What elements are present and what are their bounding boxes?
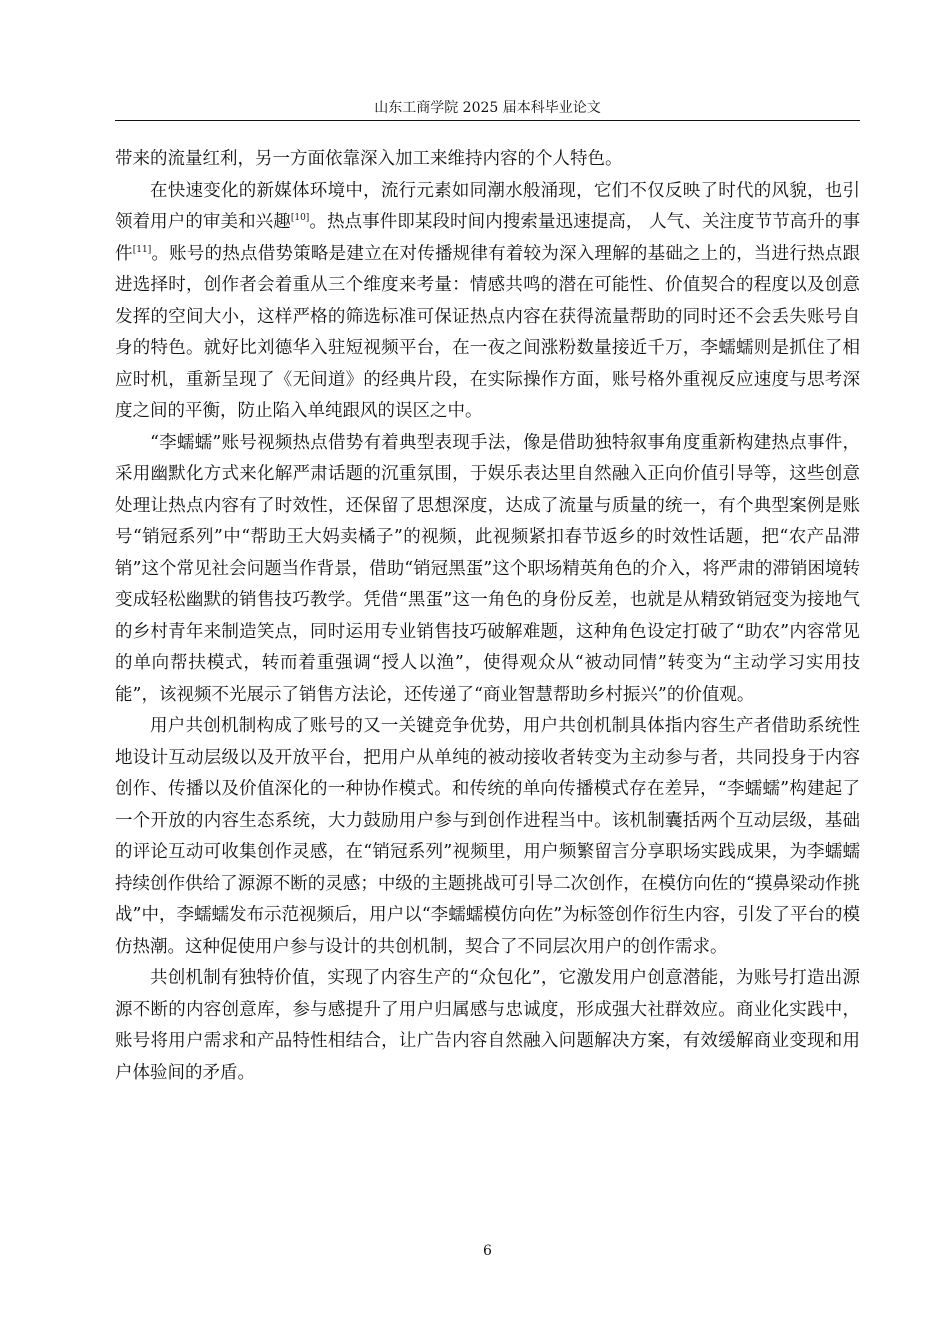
paragraph-hotspot-strategy <box>115 176 860 428</box>
running-header: 山东工商学院 2025 届本科毕业论文 <box>374 100 601 116</box>
paragraph-text: 在快速变化的新媒体环境中，流行元素如同潮水般涌现，它们不仅反映了时代的风貌，也引领着用户的审美和兴趣 <box>115 180 860 232</box>
paragraph-cocreation-mechanism: 用户共创机制构成了账号的又一关键竞争优势，用户共创机制具体指内容生产者借助系统性地设计互动层级以及开放平台，把用户从单纯的被动接收者转变为主动参与者，共同投身于内容创作、传播以及价值深化的一种协作模式。和传统的单向传播模式存在差异，“李蠕蠕”构建起了一个开放的内容生态系统，大力鼓励用户参与到创作进程当中。该机制囊括两个互动层级，基础的评论互动可收集创作灵感，在“销冠系列”视频里，用户频繁留言分享职场实践成果，为李蠕蠕持续创作供给了源源不断的灵感；中级的主题挑战可引导二次创作，在模仿向佐的“摸鼻梁动作挑战”中，李蠕蠕发布示范视频后，用户以“李蠕蠕模仿向佐”为标签创作衍生内容，引发了平台的模仿热潮。这种促使用户参与设计的共创机制，契合了不同层次用户的创作需求。 <box>115 716 860 957</box>
page-number: 6 <box>483 1243 492 1259</box>
paragraph-continuation: 带来的流量红利，另一方面依靠深入加工来维持内容的个人特色。 <box>115 149 623 169</box>
paragraph-cocreation-value: 共创机制有独特价值，实现了内容生产的“众包化”，它激发用户创意潜能，为账号打造出源源不断的内容创意库，参与感提升了用户归属感与忠诚度，形成强大社群效应。商业化实践中，账号将用户需求和产品特性相结合，让广告内容自然融入问题解决方案，有效缓解商业变现和用户体验间的矛盾。 <box>115 968 860 1083</box>
paragraph-hotspot-case: “李蠕蠕”账号视频热点借势有着典型表现手法，像是借助独特叙事角度重新构建热点事件，采用幽默化方式来化解严肃话题的沉重氛围，于娱乐表达里自然融入正向价值引导等，这些创意处理让热点内容有了时效性，还保留了思想深度，达成了流量与质量的统一，有个典型案例是账号“销冠系列”中“帮助王大妈卖橘子”的视频，此视频紧扣春节返乡的时效性话题，把“农产品滞销”这个常见社会问题当作背景，借助“销冠黑蛋”这个职场精英角色的介入，将严肃的滞销困境转变成轻松幽默的销售技巧教学。凭借“黑蛋”这一角色的身份反差，也就是从精致销冠变为接地气的乡村青年来制造笑点，同时运用专业销售技巧破解难题，这种角色设定打破了“助农”内容常见的单向帮扶模式，转而着重强调“授人以渔”，使得观众从“被动同情”转变为“主动学习实用技能”，该视频不光展示了销售方法论，还传递了“商业智慧帮助乡村振兴”的价值观。 <box>115 432 860 705</box>
citation-ref-11: [11] <box>132 244 152 255</box>
header-divider <box>115 120 860 121</box>
body-text <box>115 144 860 1089</box>
citation-ref-10: [10] <box>290 213 310 224</box>
paragraph-text: 。热点事件即某段时间内搜索量迅速提高， 人气、关注度节节高升的事件 <box>115 212 861 264</box>
paragraph-text: 。账号的热点借势策略是建立在对传播规律有着较为深入理解的基础之上的，当进行热点跟进选择时，创作者会着重从三个维度来考量：情感共鸣的潜在可能性、价值契合的程度以及创意发挥的空间大小，这样严格的筛选标准可保证热点内容在获得流量帮助的同时还不会丢失账号自身的特色。就好比刘德华入驻短视频平台，在一夜之间涨粉数量接近千万，李蠕蠕则是抓住了相应时机，重新呈现了《无间道》的经典片段，在实际操作方面，账号格外重视反应速度与思考深度之间的平衡，防止陷入单纯跟风的误区之中。 <box>115 243 861 421</box>
